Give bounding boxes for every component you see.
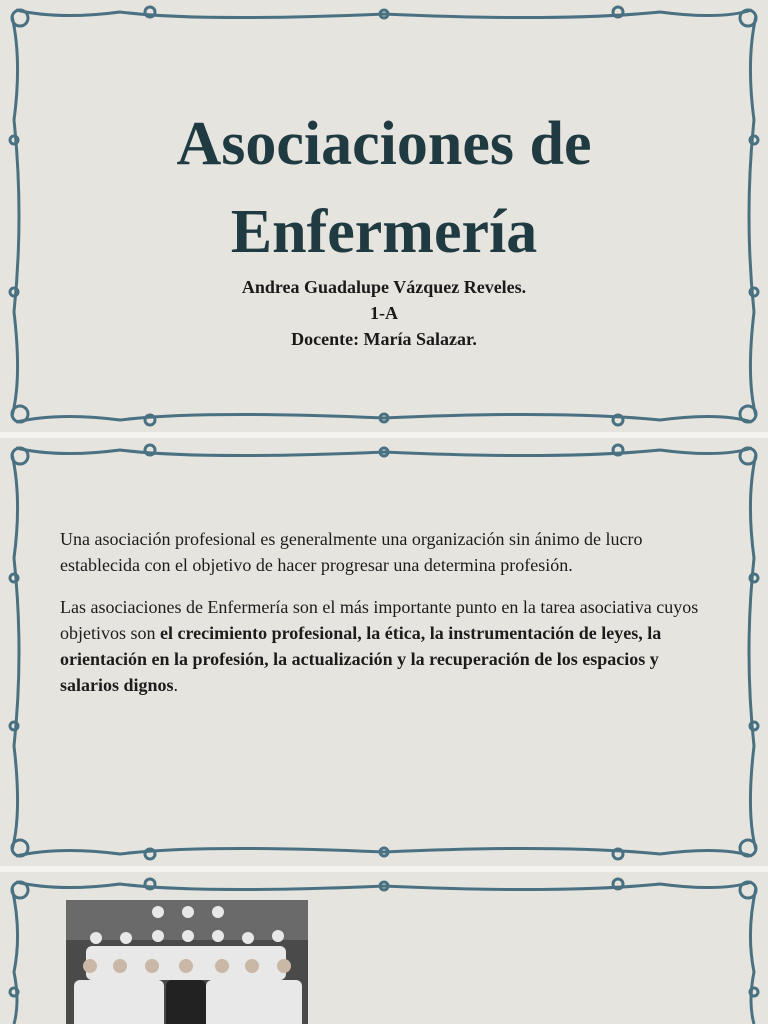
title-slide xyxy=(0,0,768,432)
author-name: Andrea Guadalupe Vázquez Reveles. xyxy=(241,277,527,297)
paragraph-2-end: . xyxy=(173,675,179,695)
subtitle-block xyxy=(0,274,768,352)
paragraph-2-objectives: el crecimiento profesional, la ética, la instrumentación de leyes, la orientación en la profesión, la actualización y la recuperación de los espacios y salarios dignos xyxy=(60,623,662,695)
definition-slide xyxy=(0,438,768,866)
title-line-2: Enfermería xyxy=(230,198,538,266)
paragraph-2 xyxy=(60,594,720,698)
definition-text xyxy=(60,526,720,714)
photo-slide xyxy=(0,872,768,1024)
presentation-title xyxy=(0,100,768,276)
paragraph-1: Una asociación profesional es generalmente una organización sin ánimo de lucro establecida con el objetivo de hacer progresar una determina profesión. xyxy=(60,529,643,575)
group-photo-nurses-icon xyxy=(66,900,308,1024)
paragraph-2-intro: Las asociaciones de Enfermería son el más importante punto en la tarea asociativa cuyos objetivos son xyxy=(60,597,699,643)
group-label: 1-A xyxy=(370,303,398,323)
title-line-1: Asociaciones de xyxy=(176,110,592,178)
teacher-label: Docente: María Salazar. xyxy=(291,329,477,349)
